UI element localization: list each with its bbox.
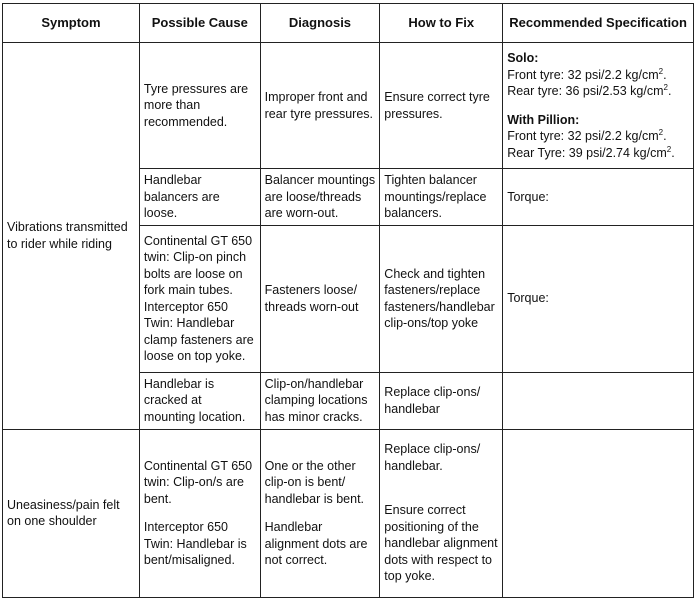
diagnosis-cell <box>260 429 380 597</box>
cause-cell: Continental GT 650 twin: Clip-on pinch bolts are loose on fork main tubes. Interceptor 650 Twin: Handlebar clamp fasteners are loose on top yoke. <box>139 225 260 372</box>
table-row <box>3 429 694 597</box>
diagnosis-alignment: Handlebar alignment dots are not correct. <box>264 520 368 567</box>
symptom-cell: Vibrations transmitted to rider while riding <box>3 43 140 430</box>
diagnosis-bent: One or the other clip-on is bent/ handlebar is bent. <box>264 458 365 506</box>
fix-cell: Check and tighten fasteners/replace fasteners/handlebar clip-ons/top yoke <box>380 225 503 372</box>
pillion-front-tyre: Front tyre: 32 psi/2.2 $kg/cm^2$. <box>507 127 667 143</box>
spec-cell <box>503 43 694 169</box>
diagnosis-cell: Fasteners loose/ threads worn-out <box>260 225 380 372</box>
cause-interceptor: Interceptor 650 Twin: Handlebar is bent/misaligned. <box>143 520 247 567</box>
pillion-label: With Pillion: <box>507 112 580 127</box>
spec-cell <box>503 429 694 597</box>
cause-cell <box>139 429 260 597</box>
spec-cell <box>503 372 694 429</box>
fix-cell: Ensure correct tyre pressures. <box>380 43 503 169</box>
header-recommended-specification: Recommended Specification <box>503 4 694 43</box>
troubleshooting-table <box>2 3 694 598</box>
fix-alignment: Ensure correct positioning of the handlebar alignment dots with respect to top yoke. <box>384 503 498 584</box>
spec-cell: Torque: <box>503 169 694 226</box>
header-possible-cause: Possible Cause <box>139 4 260 43</box>
header-diagnosis: Diagnosis <box>260 4 380 43</box>
table-row <box>3 43 694 169</box>
header-symptom: Symptom <box>3 4 140 43</box>
header-how-to-fix: How to Fix <box>380 4 503 43</box>
header-row <box>3 4 694 43</box>
cause-continental: Continental GT 650 twin: Clip-on/s are bent. <box>143 458 253 506</box>
cause-cell: Tyre pressures are more than recommended. <box>139 43 260 169</box>
fix-cell: Tighten balancer mountings/replace balancers. <box>380 169 503 226</box>
pillion-rear-tyre: Rear Tyre: 39 psi/2.74 $kg/cm^2$. <box>507 144 675 160</box>
spec-cell: Torque: <box>503 225 694 372</box>
diagnosis-cell: Balancer mountings are loose/threads are worn-out. <box>260 169 380 226</box>
cause-cell: Handlebar is cracked at mounting location. <box>139 372 260 429</box>
fix-replace: Replace clip-ons/ handlebar. <box>384 442 481 473</box>
diagnosis-cell: Clip-on/handlebar clamping locations has minor cracks. <box>260 372 380 429</box>
fix-cell: Replace clip-ons/ handlebar <box>380 372 503 429</box>
diagnosis-cell: Improper front and rear tyre pressures. <box>260 43 380 169</box>
solo-label: Solo: <box>507 51 539 65</box>
fix-cell <box>380 429 503 597</box>
solo-front-tyre: Front tyre: 32 psi/2.2 $kg/cm^2$. <box>507 66 667 82</box>
symptom-cell: Uneasiness/pain felt on one shoulder <box>3 429 140 597</box>
cause-cell: Handlebar balancers are loose. <box>139 169 260 226</box>
solo-rear-tyre: Rear tyre: 36 psi/2.53 $kg/cm^2$. <box>507 82 672 98</box>
